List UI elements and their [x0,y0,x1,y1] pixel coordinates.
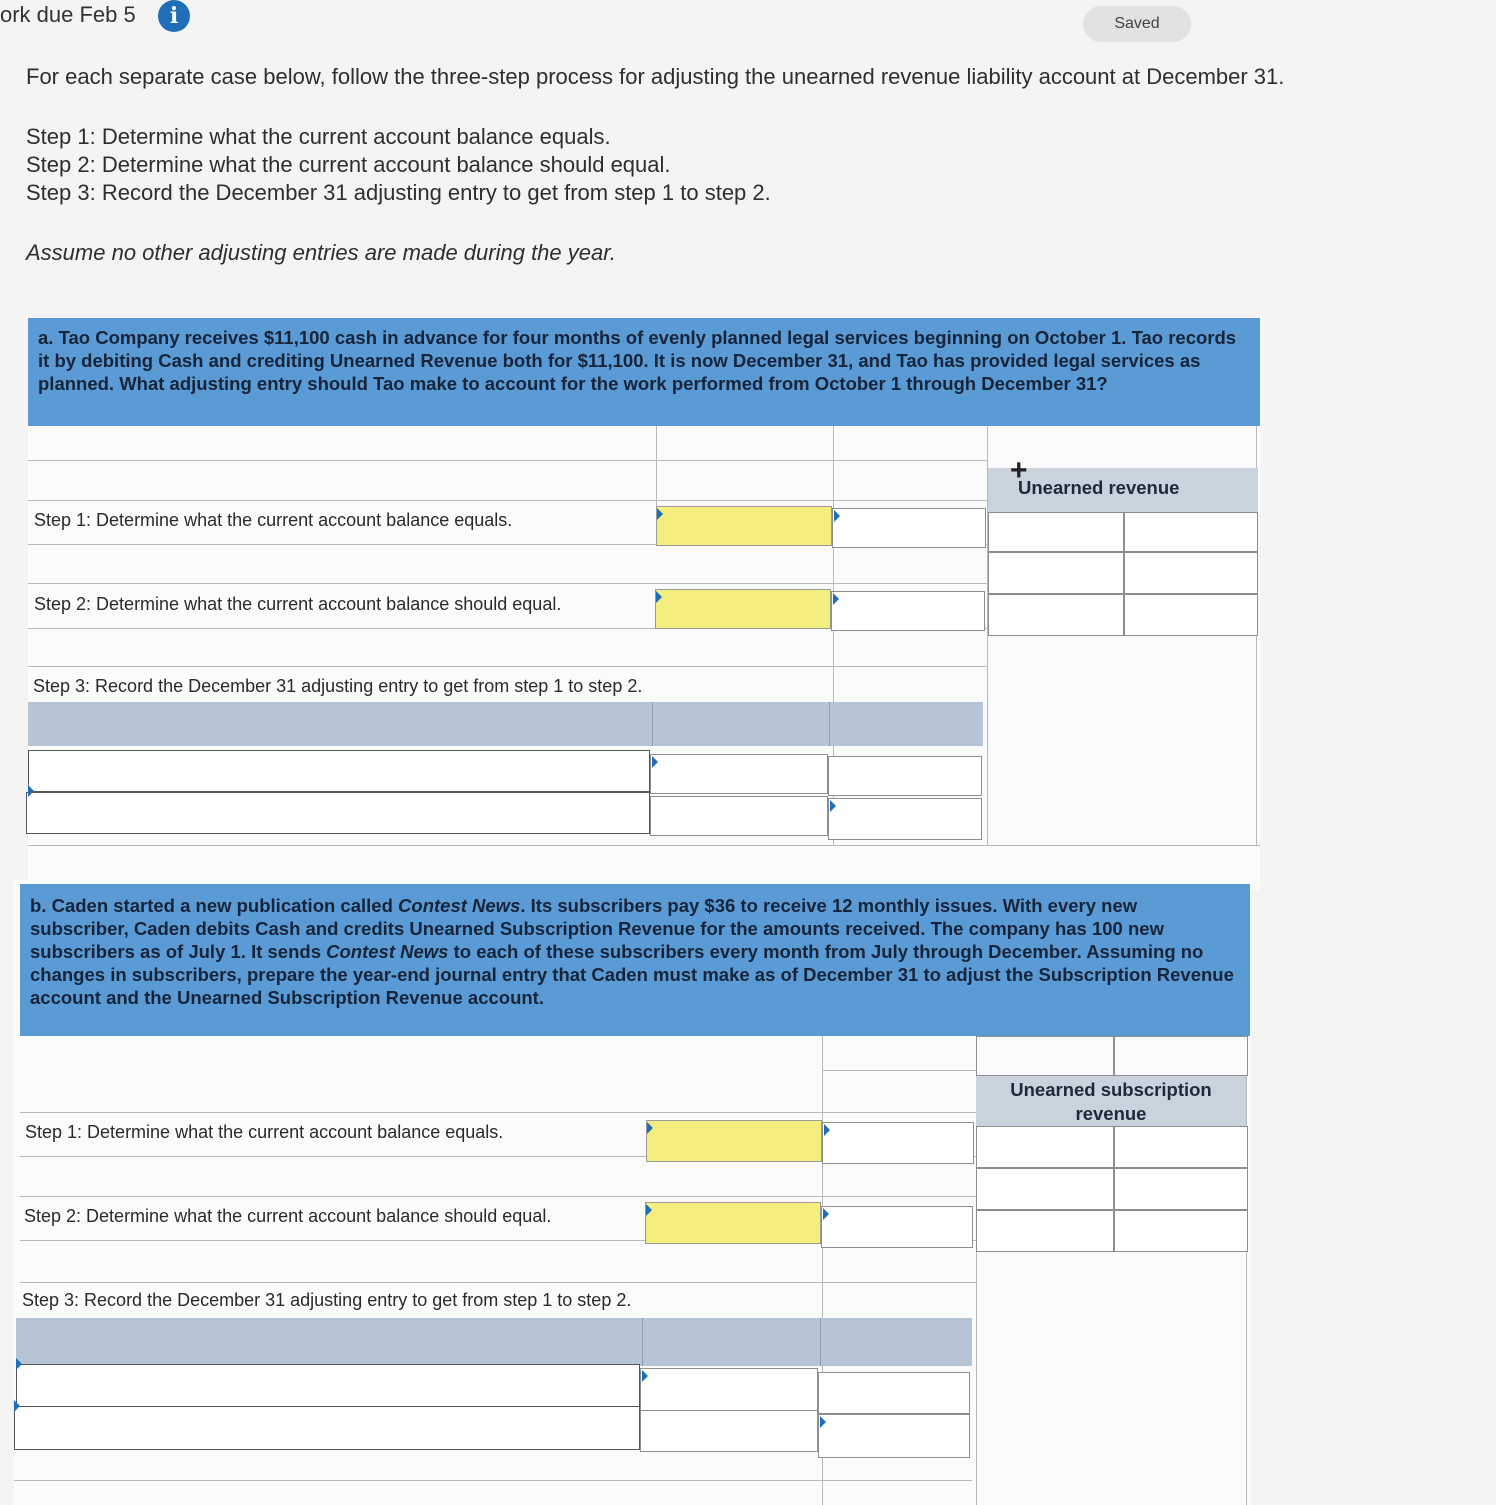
t-account-credit-cell[interactable] [1114,1126,1248,1168]
t-account-header-spacer [1114,1036,1248,1076]
grid-line [652,702,653,746]
assignment-due-title: ork due Feb 5 [0,2,136,27]
dropdown-marker-icon [642,1370,648,1382]
t-account-credit-cell[interactable] [1124,594,1258,636]
case-b-journal-debit-2[interactable] [640,1410,818,1452]
publication-name: Contest News [398,895,521,916]
t-account-header-unearned-subscription-revenue [976,1076,1246,1132]
t-account-debit-cell[interactable] [976,1168,1114,1210]
case-b-journal-credit-2[interactable] [818,1414,970,1458]
dropdown-marker-icon [830,800,836,812]
dropdown-marker-icon [28,785,34,797]
grid-line [28,845,1260,846]
t-account-credit-cell[interactable] [1114,1210,1248,1252]
grid-line [28,460,988,461]
case-b-journal-account-1[interactable] [16,1364,640,1408]
dropdown-marker-icon [823,1208,829,1220]
assumption-text: Assume no other adjusting entries are made during the year. [26,240,616,265]
grid-line [20,1196,976,1197]
intro-step-2: Step 2: Determine what the current account balance should equal. [26,152,671,177]
t-account-credit-cell[interactable] [1114,1168,1248,1210]
case-a-step3-label: Step 3: Record the December 31 adjusting entry to get from step 1 to step 2. [33,676,643,696]
dropdown-marker-icon [824,1124,830,1136]
case-a-journal-debit-1[interactable] [650,754,828,794]
case-a-step1-amount[interactable] [832,508,986,548]
case-b-prompt [20,884,1250,1036]
dropdown-marker-icon [16,1358,22,1370]
case-a-journal-credit-2[interactable] [828,798,982,840]
case-a-step1-input[interactable] [656,506,832,546]
case-b-step1-amount[interactable] [822,1122,974,1164]
publication-name: Contest News [326,941,449,962]
dropdown-marker-icon [656,591,662,603]
case-b-step3-label: Step 3: Record the December 31 adjusting entry to get from step 1 to step 2. [22,1290,632,1310]
case-a-step2-amount[interactable] [831,591,985,631]
case-a-journal-account-1[interactable] [28,750,650,792]
t-account-debit-cell[interactable] [988,512,1124,552]
case-b-journal-account-2[interactable] [14,1406,640,1450]
case-b-journal-debit-1[interactable] [640,1368,818,1412]
case-a-journal-credit-1[interactable] [828,756,982,796]
dropdown-marker-icon [14,1400,20,1412]
case-a-journal-debit-2[interactable] [650,796,828,836]
grid-line [820,1318,821,1366]
case-a-step1-label: Step 1: Determine what the current account balance equals. [34,510,513,530]
case-b-step1-input[interactable] [646,1120,822,1162]
journal-header-row [16,1318,972,1366]
case-b-step2-amount[interactable] [821,1206,973,1248]
t-account-credit-cell[interactable] [1124,552,1258,594]
case-b-prompt-text: b. Caden started a new publication called [30,895,399,916]
case-a-step2-label: Step 2: Determine what the current account balance should equal. [34,594,562,614]
info-icon[interactable]: i [158,0,190,32]
grid-line [20,1112,976,1113]
intro-step-3: Step 3: Record the December 31 adjusting entry to get from step 1 to step 2. [26,180,771,205]
grid-line [14,1480,972,1481]
t-account-title: Unearned subscription revenue [1010,1079,1212,1124]
grid-line [20,1282,976,1283]
dropdown-marker-icon [647,1122,653,1134]
t-account-debit-cell[interactable] [988,552,1124,594]
dropdown-marker-icon [833,593,839,605]
grid-line [822,1070,976,1071]
t-account-debit-cell[interactable] [976,1126,1114,1168]
case-b-journal-credit-1[interactable] [818,1372,970,1414]
grid-line [829,702,830,746]
case-b-prompt-text: to each of these subscribers every month from July through December. Assuming no changes in subscribers, prepare the year-end journal entry that Caden must make as of December 31 to adjust the Subscription Revenue account and the Unearned Subscription Revenue account. [30,941,1234,1008]
case-b-prompt-text: . Its subscribers pay $36 to receive 12 monthly issues. With every new subscriber, Caden debits Cash and credits Unearned Subscription Revenue for the amounts received. The company has 100 new subscribers as of July 1. It sends [30,895,1164,962]
t-account-title: Unearned revenue [1018,477,1180,498]
dropdown-marker-icon [834,510,840,522]
grid-line [1246,1036,1247,1505]
case-b-step2-input[interactable] [645,1202,821,1244]
grid-line [28,583,988,584]
case-a-journal-account-2[interactable] [26,792,650,834]
grid-line [642,1318,643,1366]
saved-status-badge: Saved [1083,6,1191,42]
plus-icon[interactable]: + [1010,454,1028,487]
grid-line [28,500,988,501]
case-b-step1-label: Step 1: Determine what the current account balance equals. [25,1122,504,1142]
dropdown-marker-icon [820,1416,826,1428]
dropdown-marker-icon [652,756,658,768]
t-account-header-spacer [976,1036,1114,1076]
grid-line [28,666,988,667]
t-account-debit-cell[interactable] [976,1210,1114,1252]
dropdown-marker-icon [657,508,663,520]
intro-step-1: Step 1: Determine what the current account balance equals. [26,124,611,149]
t-account-header-unearned-revenue [988,468,1258,512]
case-a-step2-input[interactable] [655,589,831,629]
instruction-text: For each separate case below, follow the three-step process for adjusting the unearned revenue liability account at December 31. [26,64,1285,89]
journal-header-row [28,702,983,746]
case-a-prompt: a. Tao Company receives $11,100 cash in advance for four months of evenly planned legal services beginning on October 1. Tao records it by debiting Cash and crediting Unearned Revenue both for $11,100. It is now December 31, and Tao has provided legal services as planned. What adjusting entry should Tao make to account for the work performed from October 1 through December 31? [28,318,1260,426]
t-account-credit-cell[interactable] [1124,512,1258,552]
dropdown-marker-icon [646,1204,652,1216]
case-b-step2-label: Step 2: Determine what the current account balance should equal. [24,1206,552,1226]
t-account-debit-cell[interactable] [988,594,1124,636]
